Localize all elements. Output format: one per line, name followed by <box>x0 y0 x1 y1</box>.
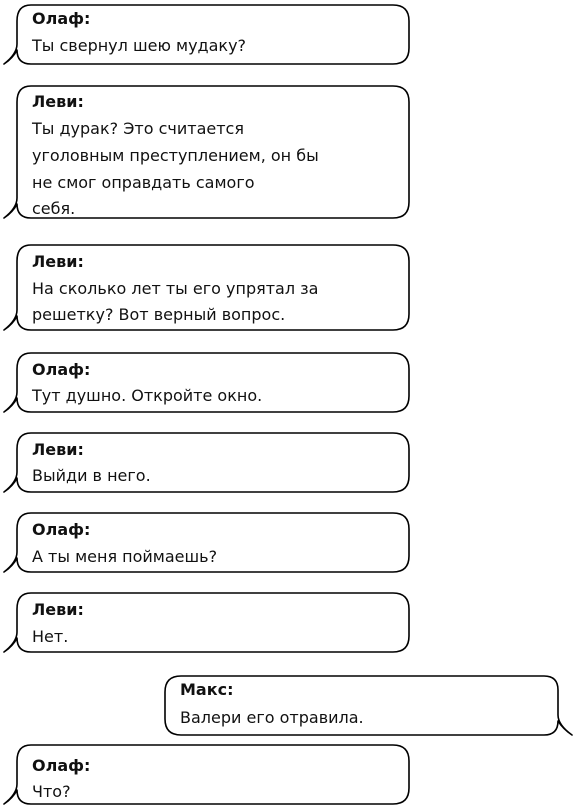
message-line: Нет. <box>32 627 69 646</box>
message-line: решетку? Вот верный вопрос. <box>32 305 286 324</box>
message-bubble <box>3 512 411 574</box>
message-line: Валери его отравила. <box>180 708 364 727</box>
message-line: Ты дурак? Это считается <box>32 119 244 138</box>
message-bubble <box>3 744 411 806</box>
message-line: не смог оправдать самого <box>32 173 255 192</box>
message-line: Тут душно. Откройте окно. <box>32 386 263 405</box>
speaker-name: Олаф: <box>32 360 91 379</box>
message-line: уголовным преступлением, он бы <box>32 146 319 165</box>
message-bubble <box>3 85 411 220</box>
message-bubble <box>3 432 411 494</box>
speaker-name: Макс: <box>180 680 234 699</box>
speaker-name: Леви: <box>32 600 84 619</box>
message-line: А ты меня поймаешь? <box>32 547 218 566</box>
message-bubble <box>3 4 411 66</box>
speaker-name: Леви: <box>32 440 84 459</box>
message-line: Выйди в него. <box>32 466 151 485</box>
speaker-name: Леви: <box>32 252 84 271</box>
message-bubble <box>3 244 411 332</box>
speaker-name: Олаф: <box>32 9 91 28</box>
message-line: На сколько лет ты его упрятал за <box>32 279 319 298</box>
message-bubble <box>164 675 574 737</box>
message-line: Ты свернул шею мудаку? <box>32 36 247 55</box>
message-line: Что? <box>32 782 71 801</box>
speaker-name: Олаф: <box>32 756 91 775</box>
message-bubble <box>3 592 411 654</box>
speaker-name: Олаф: <box>32 520 91 539</box>
speaker-name: Леви: <box>32 92 84 111</box>
message-line: себя. <box>32 199 76 218</box>
message-bubble <box>3 352 411 414</box>
